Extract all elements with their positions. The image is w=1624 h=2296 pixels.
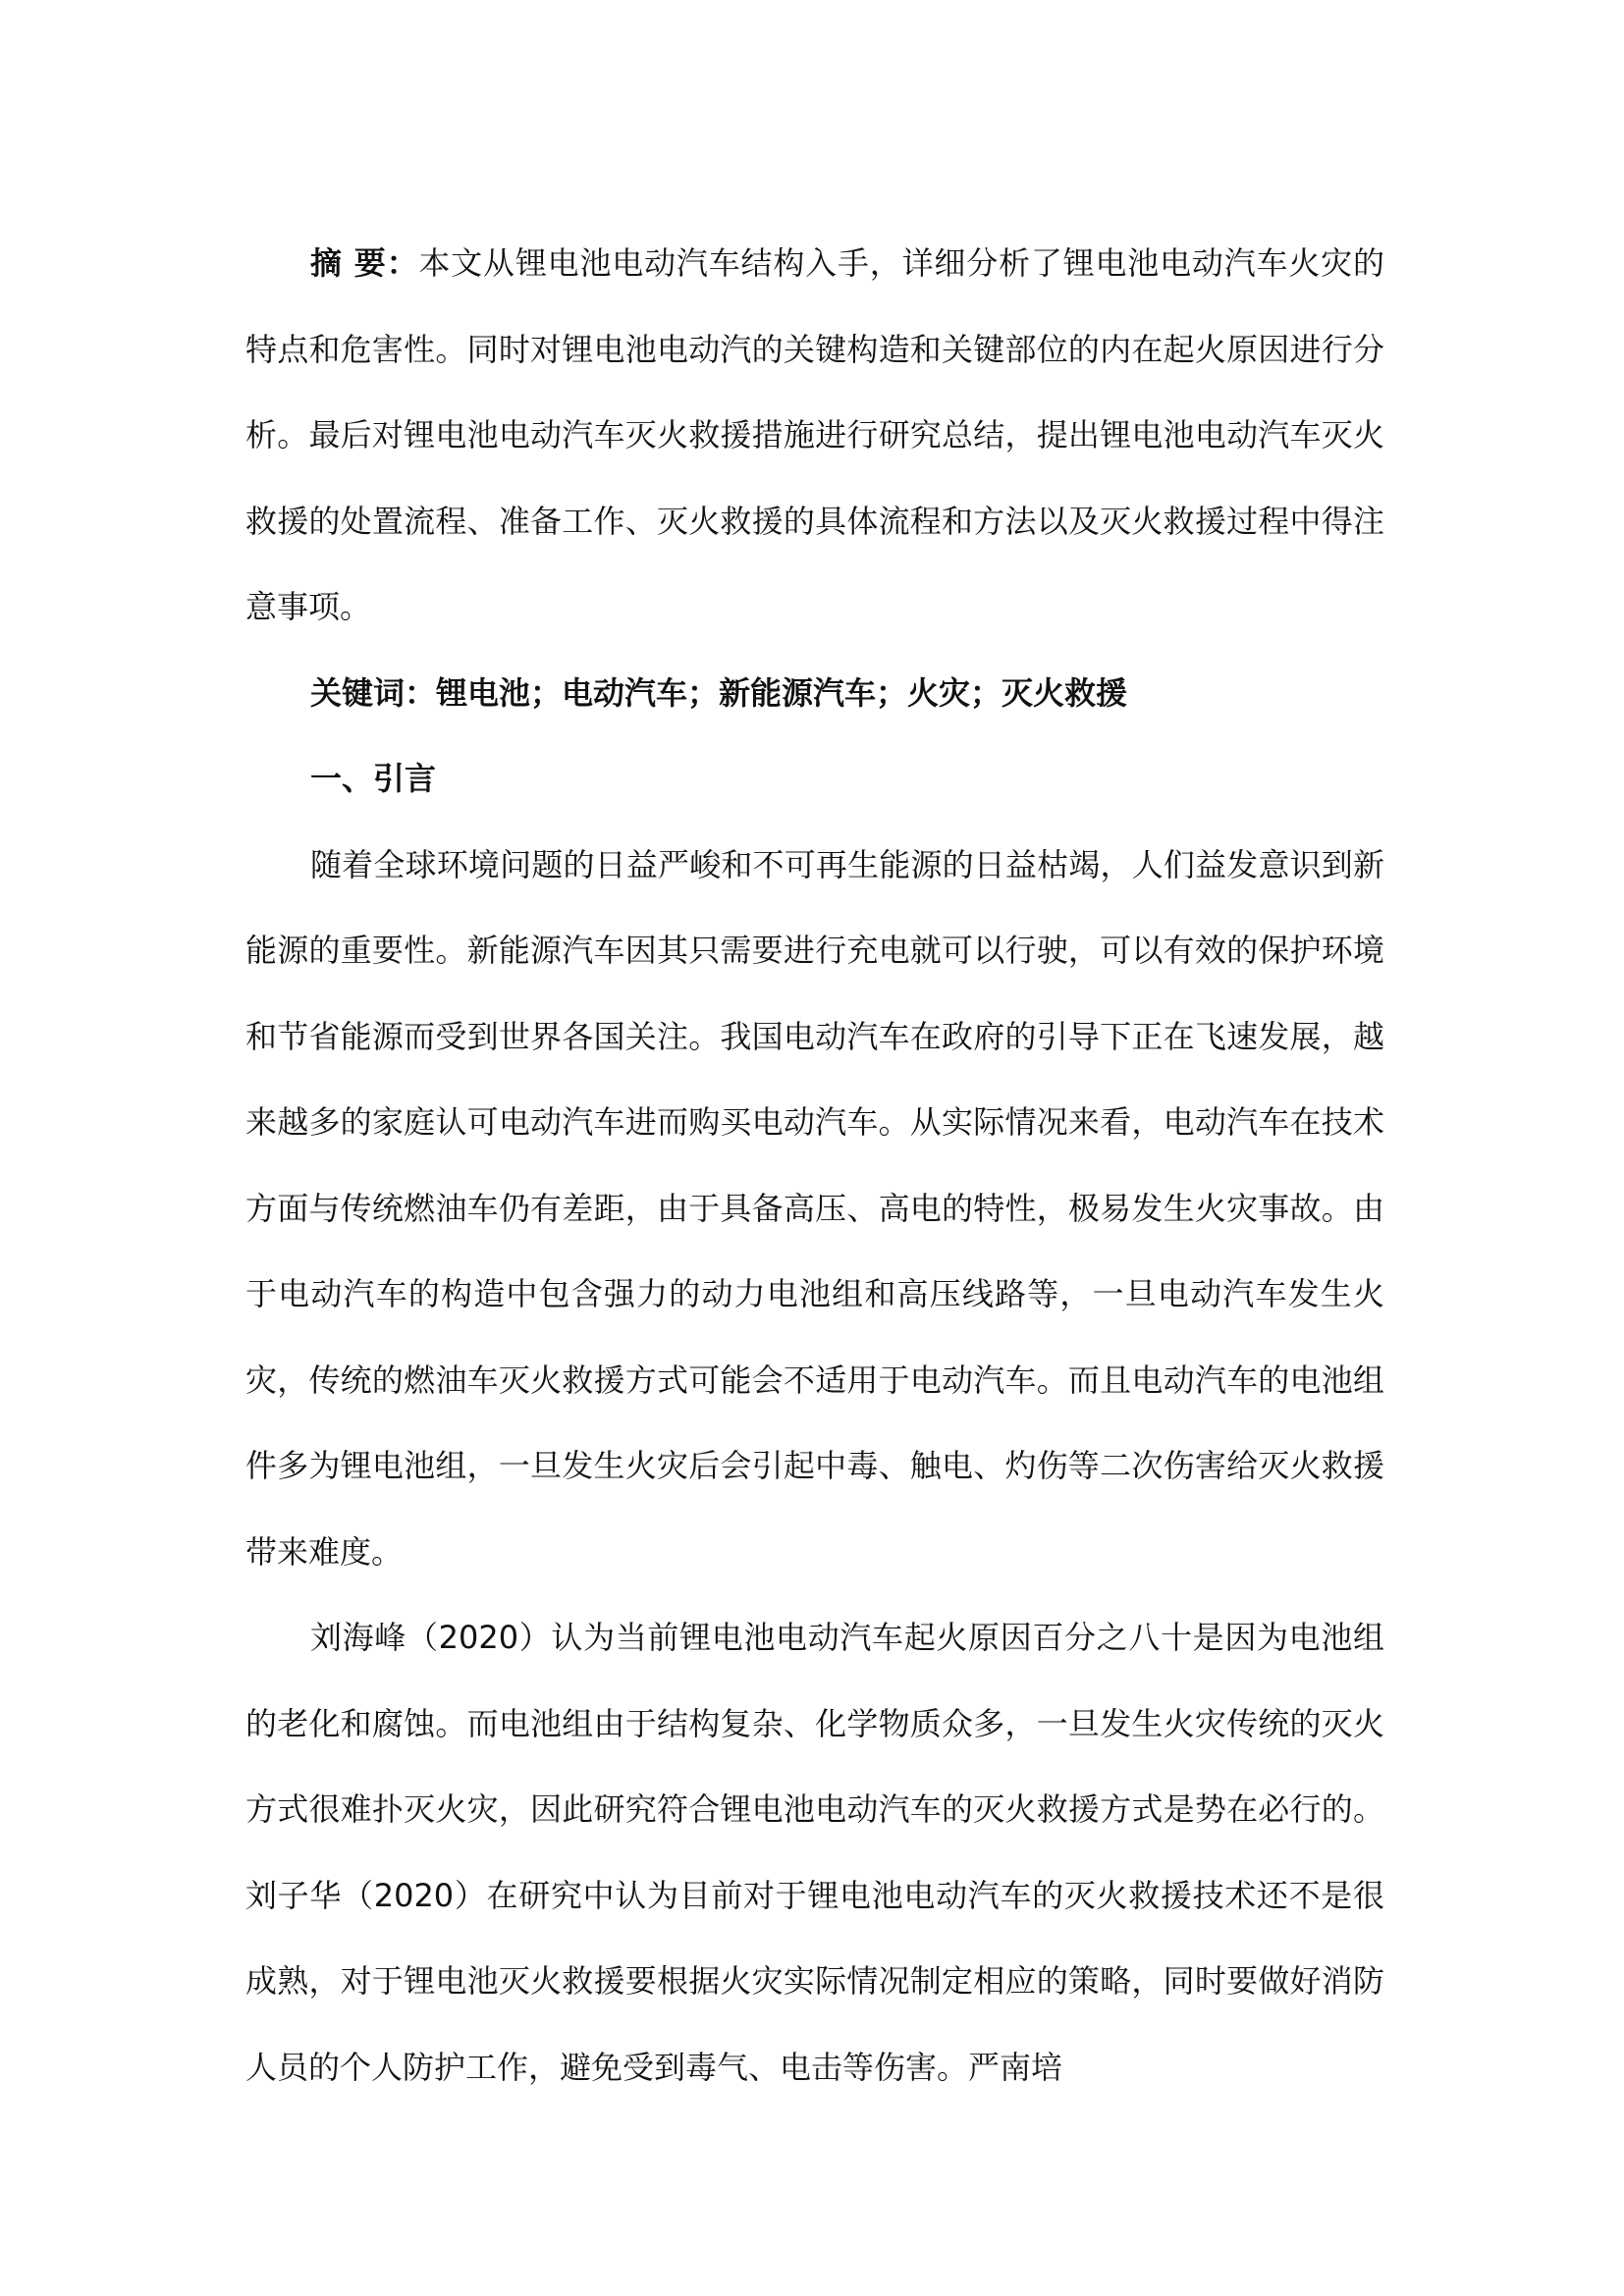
abstract-paragraph xyxy=(245,221,1384,651)
body-paragraph: 刘海峰（2020）认为当前锂电池电动汽车起火原因百分之八十是因为电池组的老化和腐蚀。而电池组由于结构复杂、化学物质众多，一旦发生火灾传统的灭火方式很难扑灭火灾，因此研究符合锂电池电动汽车的灭火救援方式是势在必行的。刘子华（2020）在研究中认为目前对于锂电池电动汽车的灭火救援技术还不是很成熟，对于锂电池灭火救援要根据火灾实际情况制定相应的策略，同时要做好消防人员的个人防护工作，避免受到毒气、电击等伤害。严南培 xyxy=(245,1619,1384,2086)
abstract-label: 摘 要： xyxy=(310,244,419,282)
body-paragraph: 随着全球环境问题的日益严峻和不可再生能源的日益枯竭，人们益发意识到新能源的重要性。新能源汽车因其只需要进行充电就可以行驶，可以有效的保护环境和节省能源而受到世界各国关注。我国电动汽车在政府的引导下正在飞速发展，越来越多的家庭认可电动汽车进而购买电动汽车。从实际情况来看，电动汽车在技术方面与传统燃油车仍有差距，由于具备高压、高电的特性，极易发生火灾事故。由于电动汽车的构造中包含强力的动力电池组和高压线路等，一旦电动汽车发生火灾，传统的燃油车灭火救援方式可能会不适用于电动汽车。而且电动汽车的电池组件多为锂电池组，一旦发生火灾后会引起中毒、触电、灼伤等二次伤害给灭火救援带来难度。 xyxy=(245,845,1384,1571)
section-heading-introduction: 一、引言 xyxy=(310,760,437,797)
abstract-text: 本文从锂电池电动汽车结构入手，详细分析了锂电池电动汽车火灾的特点和危害性。同时对锂电池电动汽的关键构造和关键部位的内在起火原因进行分析。最后对锂电池电动汽车灭火救援措施进行研究总结，提出锂电池电动汽车灭火救援的处置流程、准备工作、灭火救援的具体流程和方法以及灭火救援过程中得注意事项。 xyxy=(245,244,1384,625)
keywords-line: 关键词：锂电池；电动汽车；新能源汽车；火灾；灭火救援 xyxy=(310,673,1128,712)
document-page xyxy=(245,221,1384,2110)
